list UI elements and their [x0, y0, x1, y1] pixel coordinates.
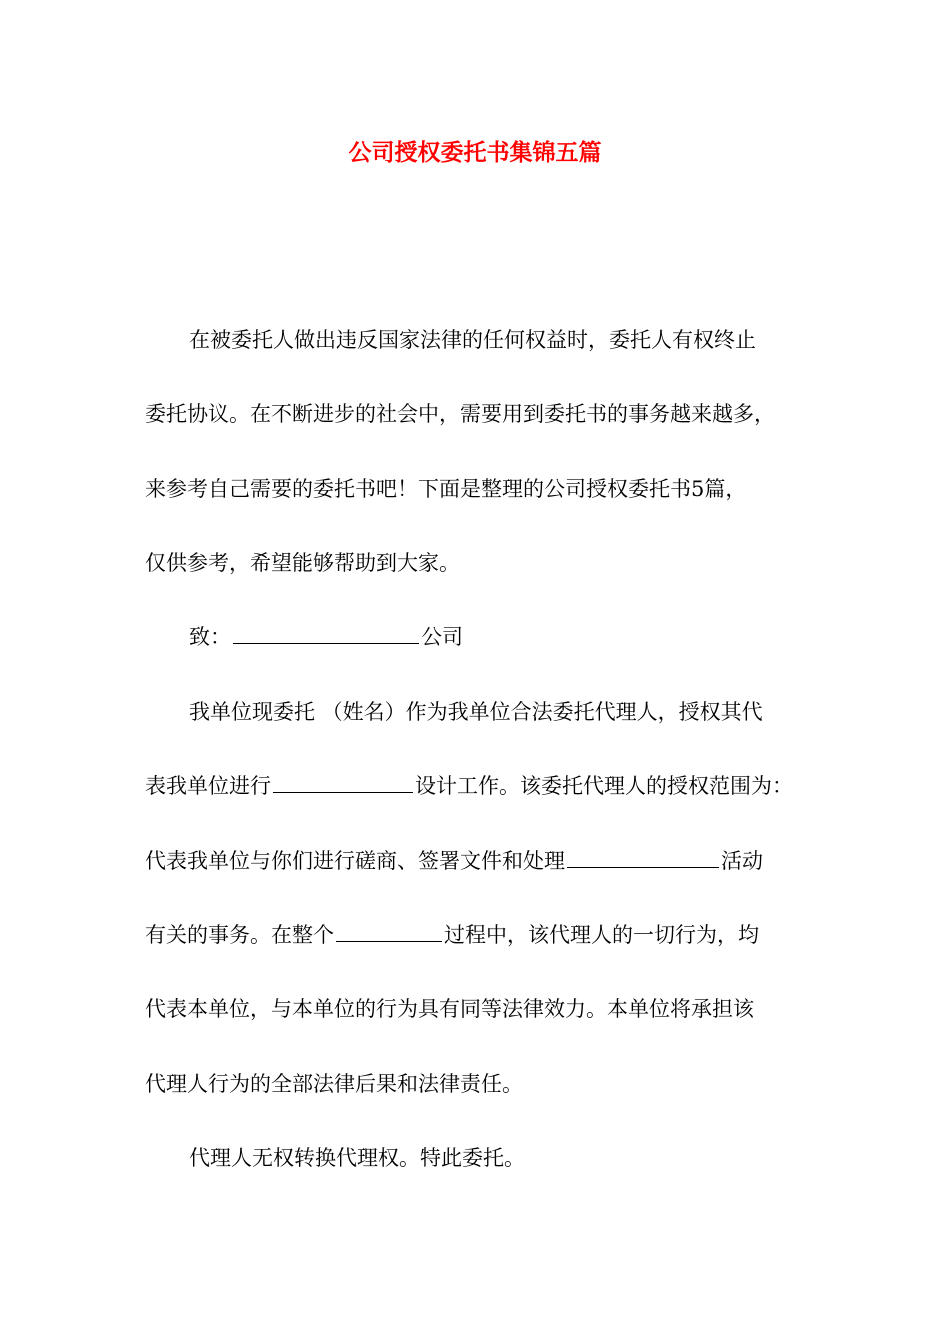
document-title: 公司授权委托书集锦五篇 — [348, 139, 602, 166]
intro-line-4: 仅供参考，希望能够帮助到大家。 — [145, 551, 460, 575]
body-line-4 — [145, 920, 759, 950]
body-line-1: 我单位现委托 （姓名）作为我单位合法委托代理人，授权其代 — [189, 700, 763, 724]
intro-line-3: 来参考自己需要的委托书吧！下面是整理的公司授权委托书5篇， — [145, 477, 747, 501]
intro-line-2: 委托协议。在不断进步的社会中，需要用到委托书的事务越来越多， — [145, 402, 775, 426]
company-name-blank — [233, 623, 419, 644]
body-line-4-end: 过程中，该代理人的一切行为，均 — [444, 923, 759, 947]
project-blank — [273, 772, 413, 793]
body-line-3-start: 代表我单位与你们进行磋商、签署文件和处理 — [145, 849, 565, 873]
body-line-2-end: 设计工作。该委托代理人的授权范围为： — [415, 774, 793, 798]
addressee-suffix: 公司 — [421, 625, 463, 649]
body-line-2-start: 表我单位进行 — [145, 774, 271, 798]
addressee-prefix: 致： — [189, 625, 231, 649]
body-line-3 — [145, 846, 763, 876]
body-line-4-start: 有关的事务。在整个 — [145, 923, 334, 947]
closing-line: 代理人无权转换代理权。特此委托。 — [189, 1146, 525, 1170]
body-line-3-end: 活动 — [721, 849, 763, 873]
body-line-5: 代表本单位，与本单位的行为具有同等法律效力。本单位将承担该 — [145, 997, 754, 1021]
intro-line-1: 在被委托人做出违反国家法律的任何权益时，委托人有权终止 — [189, 328, 756, 352]
body-line-6: 代理人行为的全部法律后果和法律责任。 — [145, 1072, 523, 1096]
process-blank — [336, 921, 442, 942]
activity-blank — [567, 847, 719, 868]
addressee-line — [189, 622, 463, 652]
body-line-2 — [145, 771, 793, 801]
